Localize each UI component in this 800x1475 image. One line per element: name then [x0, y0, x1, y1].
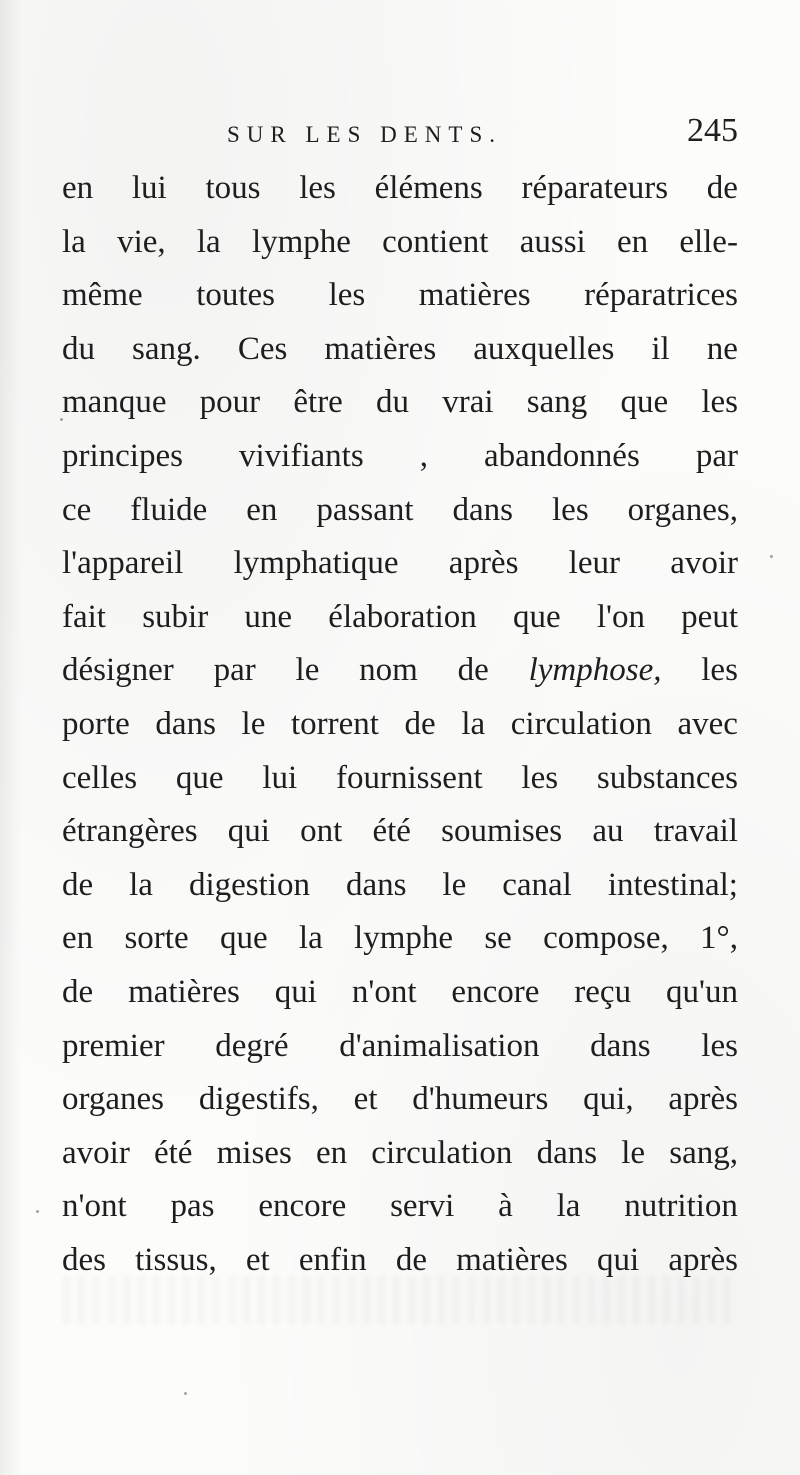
text-word: lui — [262, 759, 298, 796]
text-word: contient — [382, 223, 489, 260]
text-word: matières — [418, 277, 531, 314]
text-word: les — [521, 759, 559, 796]
text-word: le — [241, 705, 266, 742]
text-line — [62, 1127, 738, 1181]
text-line — [62, 430, 738, 484]
text-word: passant — [316, 491, 414, 528]
text-word: l'appareil — [62, 545, 184, 582]
text-word: sang, — [669, 1134, 738, 1171]
text-word: qui — [227, 813, 270, 850]
text-line — [62, 698, 738, 752]
text-word: la — [461, 705, 486, 742]
text-word: subir — [142, 598, 209, 635]
text-word: dans — [155, 705, 216, 742]
text-word: n'ont — [62, 1188, 127, 1225]
text-line — [62, 323, 738, 377]
text-word: premier — [62, 1027, 165, 1064]
text-word: se — [484, 920, 512, 957]
text-word: d'animalisation — [339, 1027, 540, 1064]
text-line — [62, 591, 738, 645]
text-word: travail — [653, 813, 738, 850]
text-word: canal — [502, 866, 572, 903]
text-word: organes — [62, 1081, 165, 1118]
text-word: lymphe — [251, 223, 351, 260]
running-head — [62, 112, 738, 152]
text-word: être — [293, 384, 343, 421]
text-line — [62, 537, 738, 591]
text-word: en — [62, 170, 94, 206]
text-word: digestifs, — [198, 1081, 319, 1118]
text-word: matières — [324, 330, 437, 367]
text-word: que — [219, 920, 268, 957]
text-word: qui, — [583, 1081, 634, 1118]
text-word: pas — [170, 1188, 215, 1225]
text-word: tissus, — [135, 1241, 217, 1278]
text-word: par — [695, 437, 738, 474]
text-line — [62, 805, 738, 859]
text-word: encore — [258, 1188, 347, 1225]
text-word: de — [404, 705, 436, 742]
text-word: les — [701, 1027, 738, 1064]
text-word: au — [592, 813, 624, 850]
text-word: vie, — [117, 223, 166, 260]
paper-speck — [770, 555, 773, 558]
text-word: d'humeurs — [412, 1081, 549, 1118]
text-word: aussi — [519, 223, 586, 260]
text-word: de — [62, 973, 94, 1010]
text-word: les — [701, 384, 738, 421]
text-word: organes, — [627, 491, 738, 528]
text-word: la — [556, 1188, 581, 1225]
text-word: avoir — [670, 545, 738, 582]
text-word: reçu — [574, 973, 632, 1010]
text-word: à — [498, 1188, 513, 1225]
text-line — [62, 269, 738, 323]
text-line — [62, 752, 738, 806]
text-word: nom — [359, 652, 418, 689]
text-word: la — [62, 223, 86, 260]
text-word: réparatrices — [584, 277, 738, 314]
text-word: en — [315, 1134, 348, 1171]
text-word: du — [62, 330, 95, 367]
text-word: une — [244, 598, 293, 635]
text-word: élémens — [374, 170, 483, 206]
text-word: lymphe — [354, 920, 454, 957]
text-word: été — [153, 1134, 193, 1171]
text-word: désigner — [62, 652, 174, 689]
text-word: circulation — [371, 1134, 513, 1171]
text-word: le — [295, 652, 320, 689]
text-word: de — [62, 866, 94, 903]
text-word: les — [328, 277, 366, 314]
text-word: Ces — [237, 330, 288, 367]
text-line — [62, 912, 738, 966]
text-word: en — [62, 920, 94, 957]
text-word: mises — [216, 1134, 292, 1171]
text-word: degré — [215, 1027, 289, 1064]
text-word: que — [512, 598, 561, 635]
text-word: par — [213, 652, 256, 689]
text-word: principes — [62, 437, 183, 474]
text-word: et — [245, 1241, 270, 1278]
text-word: la — [129, 866, 153, 903]
text-word: abandonnés — [484, 437, 640, 474]
text-line — [62, 162, 738, 216]
text-word: matières — [128, 973, 240, 1010]
text-line — [62, 376, 738, 430]
text-word: réparateurs — [521, 170, 669, 206]
text-word: n'ont — [351, 973, 417, 1010]
text-word: porte — [62, 705, 130, 742]
text-word: après — [668, 1081, 738, 1118]
paper-speck — [184, 1392, 187, 1395]
text-word: soumises — [441, 813, 563, 850]
text-word: de — [395, 1241, 427, 1278]
text-line — [62, 1180, 738, 1234]
text-word: en — [246, 491, 278, 528]
text-word: en — [616, 223, 649, 260]
text-word: même — [62, 277, 143, 314]
text-word: matières — [456, 1241, 568, 1278]
text-word: sorte — [124, 920, 189, 957]
page-gutter-shadow — [0, 0, 22, 1475]
text-word: intestinal; — [607, 866, 738, 903]
text-line — [62, 859, 738, 913]
text-word: des — [62, 1241, 106, 1278]
text-word: pour — [199, 384, 261, 421]
text-word: ne — [706, 330, 738, 367]
text-word: digestion — [188, 866, 310, 903]
text-word: leur — [568, 545, 620, 582]
text-word: après — [668, 1241, 738, 1278]
text-word: dans — [452, 491, 514, 528]
text-line — [62, 1020, 738, 1074]
text-word: dans — [345, 866, 407, 903]
text-word: été — [372, 813, 411, 850]
body-text — [62, 162, 738, 1287]
text-word: manque — [62, 384, 167, 421]
text-word: ce — [62, 491, 92, 528]
text-word: peut — [681, 598, 738, 635]
text-word: avec — [677, 705, 738, 742]
text-word: encore — [451, 973, 540, 1010]
text-line — [62, 966, 738, 1020]
text-word: fluide — [130, 491, 208, 528]
text-word: lymphose, — [528, 652, 662, 689]
text-word: avoir — [62, 1134, 130, 1171]
text-word: nutrition — [624, 1188, 738, 1225]
text-word: qui — [274, 973, 317, 1010]
text-word: dans — [536, 1134, 598, 1171]
text-word: lui — [131, 170, 167, 206]
text-word: fournissent — [335, 759, 483, 796]
text-word: lymphatique — [233, 545, 399, 582]
show-through-text — [62, 1275, 738, 1325]
text-word: après — [448, 545, 519, 582]
text-word: auxquelles — [473, 330, 615, 367]
text-word: qu'un — [666, 973, 738, 1010]
text-word: et — [353, 1081, 378, 1118]
text-word: que — [175, 759, 224, 796]
text-word: sang — [526, 384, 588, 421]
text-word: du — [376, 384, 410, 421]
paper-speck — [60, 418, 63, 421]
text-line — [62, 644, 738, 698]
text-word: compose, — [543, 920, 669, 957]
text-word: étrangères — [62, 813, 198, 850]
text-word: les — [701, 652, 738, 689]
paper-speck — [36, 1210, 39, 1213]
text-word: servi — [390, 1188, 455, 1225]
text-word: l'on — [596, 598, 645, 635]
text-word: 1°, — [700, 920, 738, 957]
text-word: sang. — [132, 330, 201, 367]
text-word: enfin — [298, 1241, 367, 1278]
text-word: que — [620, 384, 669, 421]
text-word: qui — [597, 1241, 640, 1278]
text-word: le — [621, 1134, 646, 1171]
text-word: torrent — [290, 705, 379, 742]
text-word: elle- — [679, 223, 738, 260]
text-word: vivifiants — [239, 437, 364, 474]
text-word: toutes — [196, 277, 276, 314]
text-word: de — [706, 170, 738, 206]
text-word: de — [457, 652, 489, 689]
text-word: le — [442, 866, 467, 903]
text-word: , — [419, 437, 428, 474]
text-word: celles — [62, 759, 138, 796]
text-word: élaboration — [328, 598, 477, 635]
text-line — [62, 1073, 738, 1127]
text-word: ont — [300, 813, 343, 850]
text-word: tous — [205, 170, 261, 206]
page-number: 245 — [687, 112, 738, 149]
text-line — [62, 216, 738, 270]
text-word: les — [299, 170, 336, 206]
text-word: circulation — [510, 705, 652, 742]
text-word: la — [196, 223, 221, 260]
text-line — [62, 484, 738, 538]
text-word: substances — [596, 759, 738, 796]
text-word: fait — [62, 598, 106, 635]
text-word: dans — [590, 1027, 651, 1064]
running-head-title: SUR LES DENTS. — [227, 122, 502, 147]
text-word: les — [552, 491, 589, 528]
text-word: la — [298, 920, 323, 957]
text-word: il — [651, 330, 670, 367]
text-word: vrai — [442, 384, 494, 421]
